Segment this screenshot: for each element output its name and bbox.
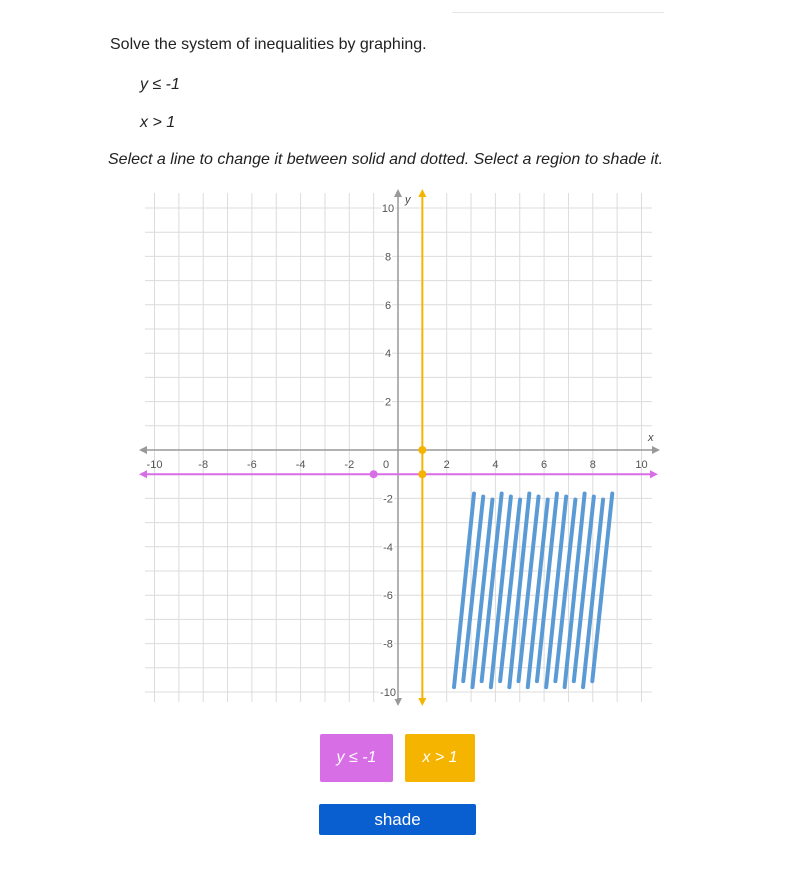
tick-labels [147, 194, 654, 699]
hatch-stroke[interactable] [574, 497, 594, 682]
y-tick-label: -2 [383, 493, 393, 506]
line-x-point[interactable] [418, 470, 426, 478]
y-axis-label: y [405, 194, 411, 206]
hatch-stroke[interactable] [519, 497, 539, 682]
y-axis-arrow-down [394, 698, 402, 706]
hatch-stroke[interactable] [463, 497, 483, 682]
x-tick-label: 10 [635, 459, 648, 471]
y-tick-label: 2 [384, 396, 392, 409]
x-axis-arrow-left [139, 446, 147, 454]
axes [139, 189, 660, 706]
y-tick-label: -4 [383, 541, 393, 554]
line-y-button[interactable]: y ≤ -1 [320, 734, 393, 782]
line-y-arrow-right [650, 470, 658, 478]
y-tick-label: 10 [381, 203, 395, 215]
hatch-stroke[interactable] [500, 500, 520, 682]
x-tick-label: -2 [344, 459, 355, 471]
inequality-y: y ≤ -1 [140, 76, 180, 93]
x-tick-label: 6 [541, 459, 548, 471]
x-tick-label: -10 [146, 459, 163, 471]
line-y-point[interactable] [370, 470, 378, 478]
y-axis-arrow-up [394, 189, 402, 197]
y-tick-label: -6 [383, 590, 393, 603]
shade-button[interactable]: shade [319, 804, 476, 835]
y-tick-label: 4 [384, 348, 392, 361]
x-tick-label: -8 [198, 459, 209, 471]
y-tick-label: -10 [380, 687, 396, 699]
y-tick-label: 6 [384, 299, 392, 312]
x-axis-label: x [648, 432, 654, 444]
line-x-button[interactable]: x > 1 [405, 734, 475, 782]
hatch-stroke[interactable] [555, 500, 575, 682]
x-tick-label: 4 [492, 459, 499, 471]
x-tick-label: -6 [247, 459, 257, 471]
x-axis-arrow-right [652, 446, 660, 454]
x-tick-label: 0 [382, 459, 390, 471]
line-x-arrow-down [418, 698, 426, 706]
line-y-arrow-left [139, 470, 147, 478]
y-tick-label: 8 [384, 251, 392, 264]
x-tick-label: 8 [589, 459, 596, 471]
line-x-point[interactable] [418, 446, 426, 454]
problem-instruction: Solve the system of inequalities by graphing. [110, 36, 427, 53]
line-x-arrow-up [418, 189, 426, 197]
y-tick-label: -8 [383, 638, 393, 651]
inequality-x: x > 1 [140, 114, 176, 131]
graph-hint: Select a line to change it between solid and dotted. Select a region to shade it. [108, 151, 664, 168]
x-tick-label: 2 [443, 459, 450, 471]
x-tick-label: -4 [295, 459, 306, 471]
